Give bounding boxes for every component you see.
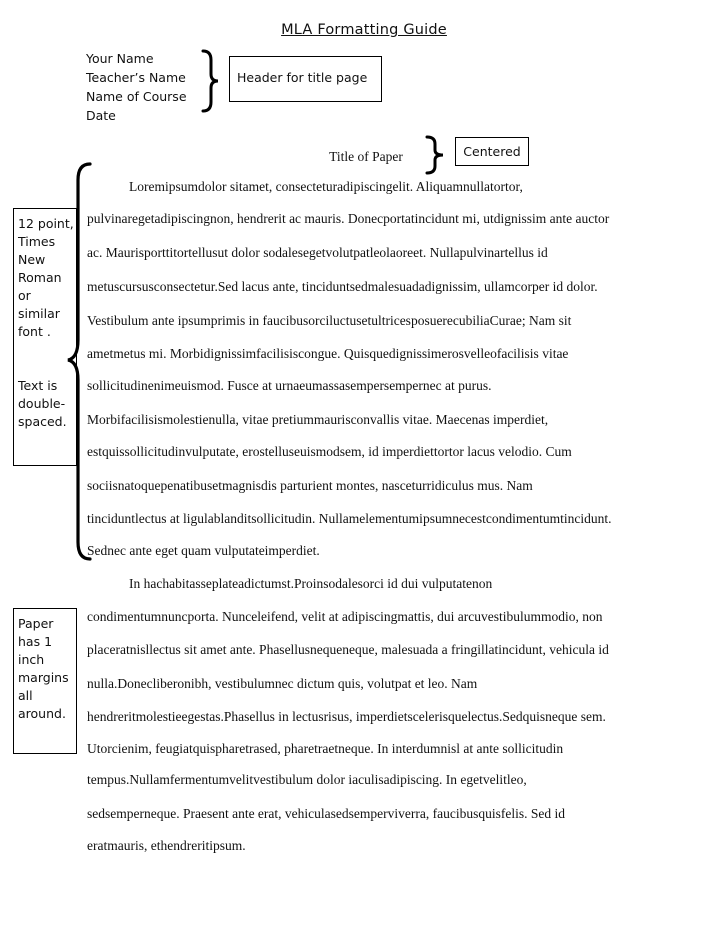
body-line: eratmauris, ethendreritipsum. [87, 838, 246, 853]
body-line: tinciduntlectus at ligulablanditsollicitudin. Nullamelementumipsumnecestcondimentumtincidunt. [87, 511, 612, 526]
body-line: In hachabitasseplateadictumst.Proinsodalesorci id dui vulputatenon [129, 576, 493, 591]
body-line: Sednec ante eget quam vulputateimperdiet. [87, 543, 320, 558]
course-name: Name of Course [86, 89, 187, 104]
page-title: MLA Formatting Guide [281, 22, 447, 38]
title-brace [424, 136, 446, 174]
body-line: hendreritmolestieegestas.Phasellus in lectusrisus, imperdietscelerisquelectus.Sedquisneque sem. [87, 709, 606, 724]
date: Date [86, 108, 116, 123]
body-line: sollicitudinenimeuismod. Fusce at urnaeumassasempersempernec at purus. [87, 378, 492, 393]
centered-annotation-box [455, 137, 529, 166]
margin-annotation-text: Paper has 1 inch margins all around. [18, 616, 69, 721]
body-line: condimentumnuncporta. Nunceleifend, velit at adipiscingmattis, dui arcuvestibulummodio, non [87, 609, 603, 624]
heading-block [86, 49, 187, 125]
student-name: Your Name [86, 51, 154, 66]
body-line: tempus.Nullamfermentumvelitvestibulum dolor iaculisadipiscing. In egetvelitleo, [87, 772, 527, 787]
body-line: Loremipsumdolor sitamet, consecteturadipiscingelit. Aliquamnullatortor, [129, 179, 523, 194]
body-line: ametmetus mi. Morbidignissimfacilisiscongue. Quisquedignissimerosvelleofacilisis vitae [87, 346, 569, 361]
body-line: estquissollicitudinvulputate, erostelluseuismodsem, id imperdiettortor lacus velodio. Cum [87, 444, 572, 459]
margin-annotation-box [13, 608, 77, 754]
paper-title: Title of Paper [329, 149, 403, 164]
body-line: metuscursusconsectetur.Sed lacus ante, tinciduntsedmalesuadadignissim, ullamcorper id dolor. [87, 279, 598, 294]
body-line: ac. Maurisporttitortellusut dolor sodalesegetvolutpatleolaoreet. Nullapulvinartellus id [87, 245, 548, 260]
font-annotation-text: 12 point, Times New Roman or similar font . Text is double- spaced. [18, 216, 74, 429]
body-line: placeratnisllectus sit amet ante. Phasellusnequeneque, malesuada a fringillatincidunt, vehicula id [87, 642, 609, 657]
teacher-name: Teacher’s Name [86, 70, 186, 85]
body-line: Morbifacilisismolestienulla, vitae pretiummaurisconvallis vitae. Maecenas imperdiet, [87, 412, 549, 427]
body-line: Utorcienim, feugiatquispharetrased, pharetraetneque. In interdumnisl at ante sollicitudin [87, 741, 564, 756]
body-line: Vestibulum ante ipsumprimis in faucibusorciluctusetultricesposuerecubiliaCurae; Nam sit [87, 313, 572, 328]
body-line: sedsemperneque. Praesent ante erat, vehiculasedsemperviverra, faucibusquisfelis. Sed id [87, 806, 565, 821]
header-annotation-text: Header for title page [237, 70, 368, 85]
body-line: pulvinaregetadipiscingnon, hendrerit ac mauris. Donecportatincidunt mi, utdignissim ante auctor [87, 211, 610, 226]
body-line: nulla.Donecliberonibh, vestibulumnec dictum quis, volutpat et leo. Nam [87, 676, 478, 691]
header-annotation-box [229, 56, 382, 102]
header-brace [200, 50, 220, 112]
body-line: sociisnatoquepenatibusetmagnisdis parturient montes, nasceturridiculus mus. Nam [87, 478, 533, 493]
centered-annotation-text: Centered [463, 144, 521, 159]
